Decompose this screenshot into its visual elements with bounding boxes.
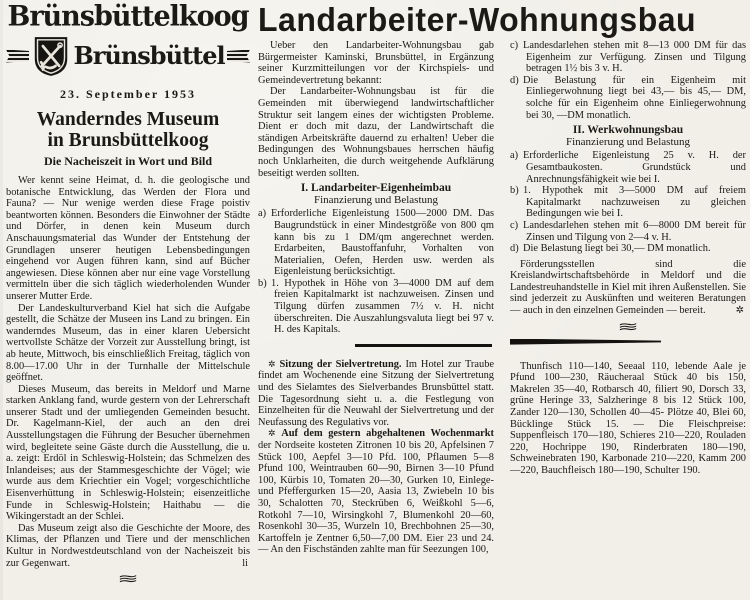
siel-meeting-lead: Sitzung der Sielvertretung. xyxy=(279,358,402,370)
museum-paragraph-1: Wer kennt seine Heimat, d. h. die geologische und botanische Entwicklung, das Werden der Flora und Fauna? — Nur wenige werden diese Frage poistiv beantworten können. Besonders die Einwohner der Städte und Dörfer, in denen kein Museum durch Anschauungsmaterial das Wunder der Entstehung der Grundlagen unserer heutigen Lebensbedingungen eingehend vor Augen führen kann, sind auf Bücher angewiesen. Diese können aber nur eine vage Vorstellung vermitteln über die sich täglich wiederholenden Wunder unserer Mutter Erde. xyxy=(6,175,250,302)
museum-paragraph-2: Der Landeskulturverband Kiel hat sich die Aufgabe gestellt, die Schätze der Museen ins Land zu bringen. Ein wanderndes Museum, das in einer klaren Uebersicht wertvollste Schätze der Vorzeit zur Ausstellung bringt, ist ab heute, Mittwoch, bis einschließlich Freitag, täglich von 8.00—17.00 Uhr in der Turnhalle der Mittelschule geöffnet. xyxy=(6,302,250,384)
masthead-title-line1: Brünsbüttelkoog xyxy=(7,0,249,33)
masthead-title-line2: Brünsbüttel xyxy=(73,41,225,70)
squiggle-divider-icon: ≋ xyxy=(117,571,139,587)
anchor-shield-icon xyxy=(33,33,69,79)
masthead-title-line2-row xyxy=(6,33,250,79)
section2-item-b: b) 1. Hypothek mit 3—5000 DM auf freiem Kapitalmarkt nachzuweisen zu gleichen Bedingungen wie bei I. xyxy=(510,185,746,220)
section1-item-b: b) 1. Hypothek in Höhe von 3—4000 DM auf dem freien Kapitalmarkt ist nachzuweisen. Zinsen und Tilgung dürfen zusammen 7½ v. H. nicht überschreiten. Die Auszahlungsvaluta liegt bei 97 v. H. des Kapitals. xyxy=(258,277,494,336)
section1-item-d: d) Die Belastung für ein Eigenheim mit Einliegerwohnung liegt bei 43,— bis 45,— DM, solche für ein Eigenheim ohne Einliegerwohnung bei 30, —DM monatlich. xyxy=(510,74,746,121)
section1-item-a: a) Erforderliche Eigenleistung 1500—2000 DM. Das Baugrundstück in einer Mindestgröße von 800 qm kann bis zu 1 DM/qm angerechnet werden. Erdarbeiten, Baustoffanfuhr, Vorhalten von Materialien, Oefen, Herden usw. werden als Eigenleistung berücksichtigt. xyxy=(258,208,494,278)
housing-intro: Ueber den Landarbeiter-Wohnungsbau gab Bürgermeister Kaminski, Brunsbüttel, in Ergänzung seiner Kurzmitteilungen vor der Kirchspiels- und Gemeindevertretung bekannt: xyxy=(258,40,494,86)
section2-title: II. Werkwohnungsbau xyxy=(572,124,684,137)
museum-headline: Wanderndes Museum in Brunsbüttelkoog xyxy=(36,109,220,151)
siel-meeting-item: ✲ Sitzung der Sielvertretung. Im Hotel zur Traube findet am Wochenende eine Sitzung der Sielvertretung und des Sielamtes des Sielverbandes Brunsbüttel statt. Die Tagesordnung sieht u. a. die Festlegung von Einzelheiten für die Neuwahl der Sielvertretung und der Neufassung des Regulativs vor. xyxy=(258,358,495,428)
housing-headline: Landarbeiter-Wohnungsbau xyxy=(258,0,697,39)
asterisk-icon: ✲ xyxy=(735,305,744,317)
section2-item-d: d) Die Belastung liegt bei 30,— DM monatlich. xyxy=(510,243,711,255)
thick-rule-divider xyxy=(355,344,492,347)
section1-item-c: c) Landesdarlehen stehen mit 8—13 000 DM für das Eigenheim zur Verfügung. Zinsen und Tilgung betragen 1½ bis 3 v. H. xyxy=(510,40,746,75)
section1-subtitle: Finanzierung und Belastung xyxy=(313,193,439,206)
ribbon-right-icon xyxy=(227,50,250,63)
museum-paragraph-3: Dieses Museum, das bereits in Meldorf und Marne starken Anklang fand, wurde gestern von der Lehrerschaft unserer Stadt und der umliegenden Gemeinden besucht. Dr. Kagelmann-Kiel, der auch an den drei Ausstellungstagen die Führung der Besucher übernehmen wird, begleitete seine Gäste durch die Ausstellung, die u. a. zeigt: Erdöl in Schleswig-Holstein; das Schmelzen des Inlandeises; aus der Stammesgeschichte der Vögel; wie wurde aus dem Kriechtier ein Vogel; vorgeschichtliche Eisenverhüttung in Schleswig-Holstein; eisenzeitliche Funde in Schleswig-Holstein; Haithabu — die Wikingerstadt an der Schlei. xyxy=(6,383,250,523)
housing-article xyxy=(258,2,746,556)
section2-item-a: a) Erforderliche Eigenleistung 25 v. H. der Gesamtbaukosten. Grundstück und Anrechnungsfähigkeit wie bei I. xyxy=(510,150,746,185)
left-column xyxy=(6,2,250,587)
right-column xyxy=(510,40,746,556)
heavy-bar-divider xyxy=(510,339,661,345)
middle-column xyxy=(258,40,494,556)
dateline: 23. September 1953 xyxy=(59,87,197,101)
section2-item-c: c) Landesdarlehen stehen mit 6—8000 DM bereit für Zinsen und Tilgung von 2—4 v. H. xyxy=(510,219,746,243)
asterisk-icon: ✲ xyxy=(268,358,276,369)
housing-closing: Förderungsstellen sind die Kreislandwirtschaftsbehörde in Meldorf und die Landestreuhandstelle in Kiel mit ihren Außenstellen. Sie sind jederzeit zu Auskünften und weiteren Beratungen — auch in den einzelnen Gemeinden — bereit. ✲ xyxy=(510,258,746,317)
market-report-continuation: Thunfisch 110—140, Seeaal 110, lebende Aale je Pfund 100—230, Räucheraal Stück 40 bis 150, Makrelen 35—40, Rotbarsch 40, filiert 90, Dorsch 33, grüne Heringe 33, Salzheringe 8 bis 12 Stück 100, Zander 120—130, Schollen 40—45- Plötze 40, Blei 60, Bücklinge Stück 15. — Die Fleischpreise: Suppenfleisch 170—180, Schieres 210—220, Rouladen 220, Hochrippe 190, Rinderbraten 180—190, Schweinebraten 190, Karbonade 210—220, Kamm 200—220, Bauchfleisch 180—190, Schulter 190. xyxy=(510,360,746,476)
market-report-item: ✲ Auf dem gestern abgehaltenen Wochenmarkt der Nordseite kosteten Zitronen 10 bis 20, Apfelsinen 7 Stück 100, Aepfel 3—10 Pfd. 100, Pflaumen 5—8 Pfund 100, Weintrauben 60—90, Birnen 3—10 Pfund 100, Kürbis 10, Tomaten 20—30, Gurken 10, Einlege- und Pfeffergurken 15—20, Aasia 13, Zwiebeln 10 bis 30, Schalotten 70, Steckrüben 6, Weißkohl 5—6, Rotkohl 7—10, Wirsingkohl 7, Blumenkohl 20—60, Rosenkohl 30—35, Wurzeln 10, Brechbohnen 25—30, Kartoffeln je Zentner 6,50—7,00 DM. Eier 23 und 24. — An den Fischständen zahlte man für Seezungen 100, xyxy=(258,428,494,556)
museum-article-body xyxy=(6,175,250,569)
museum-subhead: Die Nacheiszeit in Wort und Bild xyxy=(43,154,213,168)
market-report-lead: Auf dem gestern abgehaltenen Wochenmarkt xyxy=(281,428,494,440)
masthead xyxy=(6,2,250,102)
museum-paragraph-4: Das Museum zeigt also die Geschichte der Moore, des Klimas, der Pflanzen und Tiere und der menschlichen Kultur in Nordwestdeutschland von der Nacheiszeit bis zur Gegenwart. li xyxy=(6,522,250,569)
ribbon-left-icon xyxy=(6,50,29,63)
author-signature: li xyxy=(242,557,248,569)
asterisk-icon: ✲ xyxy=(268,428,276,439)
section2-subtitle: Finanzierung und Belastung xyxy=(565,135,691,148)
housing-lead-paragraph: Der Landarbeiter-Wohnungsbau ist für die Gemeinden mit überwiegend landwirtschaftlicher Struktur seit langem eines der wichtigsten Probleme. Dient er doch mit dazu, der Landwirtschaft die ständigen Arbeitskräfte dauernd zu erhalten! Ueber die Bedingungen des Wohnungsbaues herrschen häufig noch Unklarheiten, die durch weitgehende Aufklärung beseitigt werden sollten. xyxy=(258,86,494,179)
squiggle-divider-icon: ≋ xyxy=(617,318,639,334)
section1-title: I. Landarbeiter-Eigenheimbau xyxy=(300,182,452,195)
